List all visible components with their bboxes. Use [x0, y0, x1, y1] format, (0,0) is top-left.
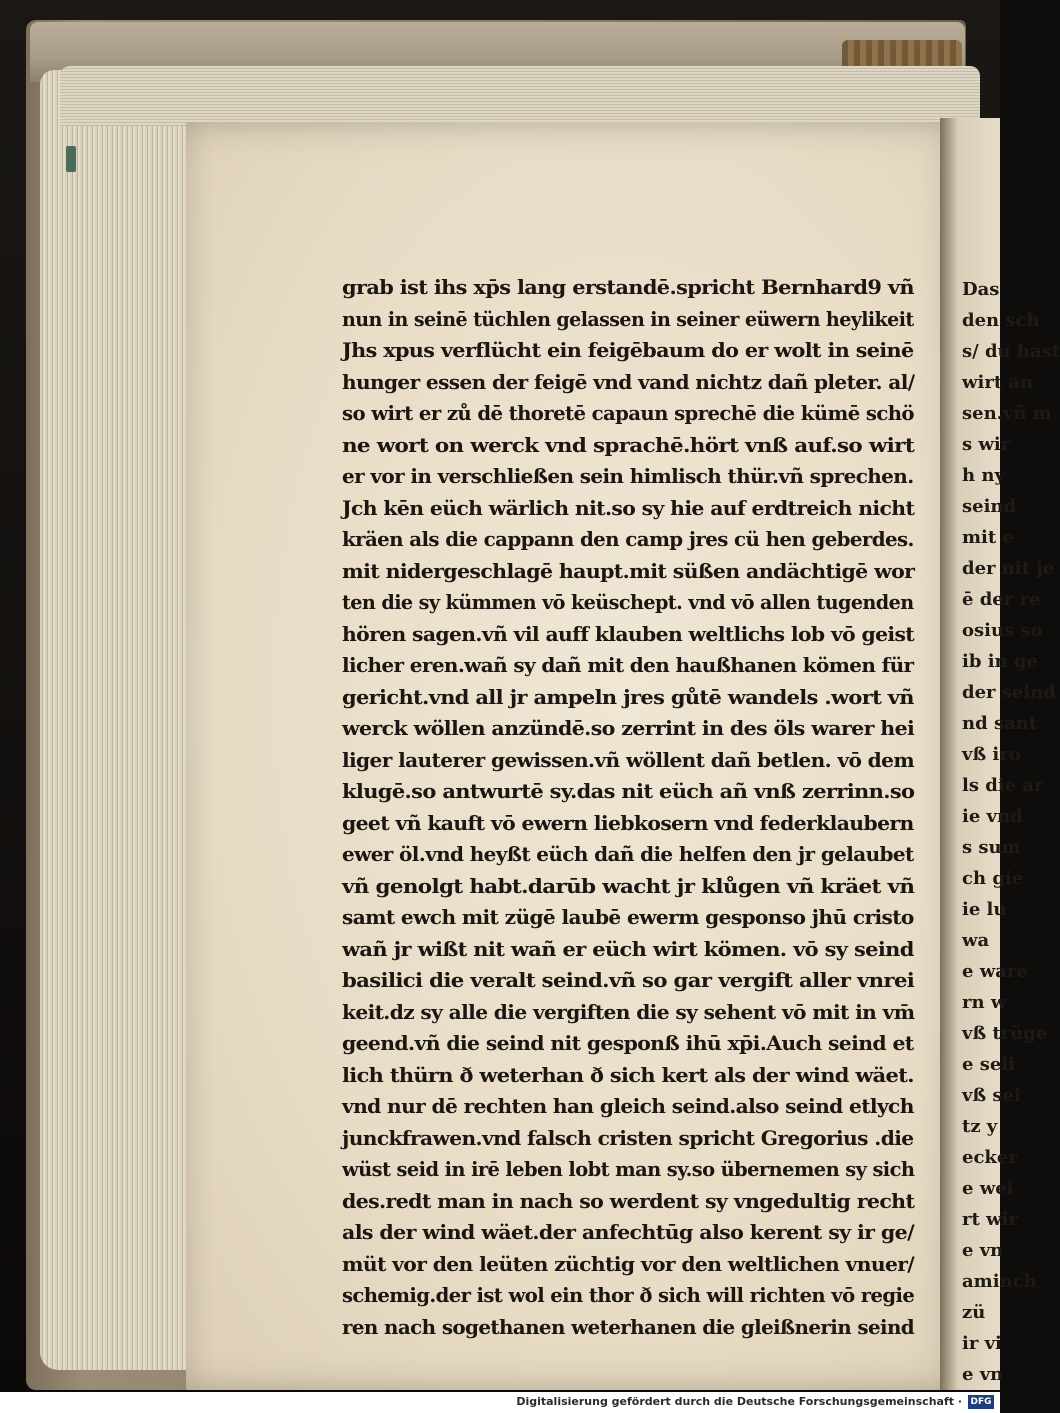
facing-page-fragment: vß trüge: [962, 1023, 1048, 1044]
facing-page-fragment: ir vi: [962, 1333, 1002, 1354]
text-line: liger lauterer gewissen.vñ wöllent dañ betlen. vō dem: [342, 748, 915, 772]
digitization-footer: [0, 1392, 1000, 1413]
text-line: gericht.vnd all jr ampeln jres gůtē wandels .wort vñ: [342, 685, 914, 709]
facing-page-fragment: e wei: [962, 1178, 1014, 1199]
facing-page-fragment: ecker: [962, 1147, 1018, 1168]
facing-page-fragment: s sum: [962, 837, 1021, 858]
facing-page-fragment: den sch: [962, 310, 1040, 331]
text-line: ewer öl.vnd heyßt eüch dañ die helfen den jr gelaubet: [342, 843, 914, 866]
text-line: als der wind wäet.der anfechtūg also kerent sy ir ge/: [342, 1221, 915, 1244]
facing-page-fragment: s wir: [962, 434, 1011, 455]
text-line: grab ist ihs xp̄s lang erstandē.spricht Bernhard9 vñ: [342, 276, 914, 299]
text-line: ne wort on werck vnd sprachē.hört vnß auf.so wirt: [342, 433, 915, 457]
facing-page-fragment: wa: [962, 930, 990, 951]
text-line: keit.dz sy alle die vergiften die sy sehent vō mit in vm̄: [342, 1000, 915, 1024]
facing-page-fragment: seind: [962, 496, 1017, 517]
facing-page-fragment: ch gie: [962, 868, 1024, 889]
facing-page-fragment: e vn: [962, 1240, 1004, 1261]
dfg-logo: DFG: [968, 1395, 994, 1409]
facing-page-fragment: vß sei: [962, 1085, 1021, 1106]
text-line: müt vor den leüten züchtig vor den weltlichen vnuer/: [342, 1252, 915, 1276]
text-line: kräen als die cappann den camp jres cü hen geberdes.: [342, 528, 914, 551]
facing-page-fragment: mit e: [962, 527, 1014, 548]
facing-page-fragment: ib in ge: [962, 651, 1038, 672]
facing-page-fragment: aminch: [962, 1271, 1037, 1292]
facing-page-fragment: der nit je: [962, 558, 1055, 579]
text-line: er vor in verschließen sein himlisch thür.vñ sprechen.: [342, 465, 914, 488]
facing-page-fragment: e ware: [962, 961, 1028, 982]
text-line: vñ genolgt habt.darūb wacht jr klůgen vñ kräet vñ: [342, 874, 915, 898]
text-line: lich thürn ð weterhan ð sich kert als der wind wäet.: [342, 1063, 914, 1087]
text-line: licher eren.wañ sy dañ mit den haußhanen kömen für: [342, 654, 914, 677]
facing-page-fragment: vß iro: [962, 744, 1021, 765]
facing-page-fragment: der seind: [962, 682, 1056, 703]
facing-page-fragment: e seli: [962, 1054, 1015, 1075]
facing-page-fragment: h ny: [962, 465, 1005, 486]
facing-page-fragment: rt wir: [962, 1209, 1018, 1230]
facing-page-fragment: zü: [962, 1302, 986, 1323]
bookmark-tab: [66, 146, 76, 172]
text-line: samt ewch mit zügē laubē ewerm gesponso jhū cristo: [342, 906, 914, 929]
page-block-fore-edge: [40, 70, 200, 1370]
text-line: ren nach sogethanen weterhanen die gleißnerin seind: [342, 1315, 915, 1339]
facing-page-fragment: e vn: [962, 1364, 1004, 1385]
facing-page-fragment: rn w: [962, 992, 1007, 1013]
text-line: Jhs xpus verflücht ein feigēbaum do er wolt in seinē: [342, 339, 914, 362]
text-line: nun in seinē tüchlen gelassen in seiner eüwern heylikeit: [342, 307, 914, 331]
text-line: mit nidergeschlagē haupt.mit süßen andächtigē wor: [342, 559, 915, 583]
text-line: hunger essen der feigē vnd vand nichtz dañ pleter. al/: [342, 370, 915, 394]
facing-page-fragment: ie vnd: [962, 806, 1023, 827]
text-line: basilici die veralt seind.vñ so gar vergift aller vnrei: [342, 969, 915, 992]
facing-page-fragment: wirt an: [962, 372, 1034, 393]
facing-page-edge: [940, 118, 1060, 1390]
text-line: schemig.der ist wol ein thor ð sich will richten vō regie: [342, 1284, 915, 1307]
text-line: geend.vñ die seind nit gesponß ihū xp̄i.Auch seind et: [342, 1032, 914, 1055]
text-line: geet vñ kauft vō ewern liebkosern vnd federklaubern: [342, 811, 914, 835]
text-block: [342, 272, 914, 1343]
facing-page-fragment: tz y: [962, 1116, 998, 1137]
text-line: des.redt man in nach so werdent sy vngedultig recht: [342, 1189, 915, 1213]
facing-page-fragment: sen.vñ m: [962, 403, 1052, 424]
facing-page-fragment: ie lu: [962, 899, 1007, 920]
text-line: hören sagen.vñ vil auff klauben weltlichs lob vō geist: [342, 622, 915, 646]
funding-credit: Digitalisierung gefördert durch die Deutsche Forschungsgemeinschaft ·: [516, 1395, 962, 1408]
text-line: so wirt er zů dē thoretē capaun sprechē die kümē schö: [342, 402, 914, 425]
text-line: wüst seid in irē leben lobt man sy.so übernemen sy sich: [342, 1158, 915, 1181]
text-line: klugē.so antwurtē sy.das nit eüch añ vnß zerrinn.so: [342, 780, 915, 803]
text-line: ten die sy kümmen vō keüschept. vnd vō allen tugenden: [342, 591, 914, 614]
facing-page-fragment: ls die ar: [962, 775, 1044, 796]
text-line: wañ jr wißt nit wañ er eüch wirt kömen. vō sy seind: [342, 937, 914, 961]
facing-page-fragment: osius so: [962, 620, 1043, 641]
facing-page-fragment: nd sant: [962, 713, 1038, 734]
page-block-top-edge: [60, 66, 980, 126]
text-line: Jch kēn eüch wärlich nit.so sy hie auf erdtreich nicht: [342, 496, 915, 520]
facing-page-fragment: ē der re: [962, 589, 1041, 610]
text-line: werck wöllen anzündē.so zerrint in des öls warer hei: [342, 717, 915, 740]
text-line: junckfrawen.vnd falsch cristen spricht Gregorius .die: [342, 1126, 914, 1150]
facing-page-fragment: s/ du hast: [962, 341, 1060, 362]
facing-page-fragment: Das: [962, 279, 1000, 300]
text-line: vnd nur dē rechten han gleich seind.also seind etlych: [342, 1095, 914, 1118]
